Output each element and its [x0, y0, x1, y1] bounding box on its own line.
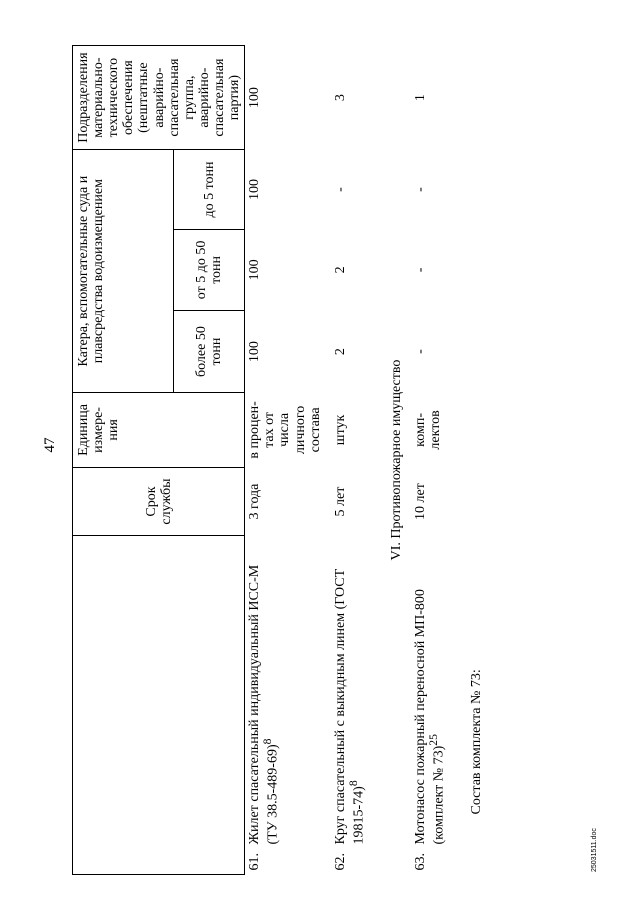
- row-value-department: 100: [247, 87, 263, 109]
- row-name-cell: [245, 536, 331, 875]
- header-more-50: более 50 тонн: [174, 311, 245, 393]
- row-name: Круг спасательный с выкидным линем (ГОСТ 19815-74): [332, 568, 367, 845]
- section-title: VI. Противопожарное имущество: [388, 359, 404, 561]
- row-name-cell: [411, 536, 467, 875]
- header-row: [73, 46, 174, 875]
- row-value-5-50: 2: [332, 266, 348, 274]
- header-5-50: от 5 до 50 тонн: [174, 229, 245, 310]
- rotated-page: [42, 45, 602, 875]
- row-value-5-50: 100: [247, 259, 263, 281]
- footnote-ref: 8: [346, 780, 360, 787]
- equipment-table: [72, 45, 495, 875]
- row-name: Жилет спасательный индивидуальный ИСС-М (ТУ 38.5-489-69): [247, 564, 281, 845]
- row-value-department: 1: [412, 94, 428, 102]
- file-tag: 25031511.doc: [591, 828, 598, 872]
- row-number: 61.: [247, 853, 263, 871]
- row-value-to-5: 100: [247, 179, 263, 200]
- row-life: 3 года: [247, 483, 263, 520]
- row-value-more-50: -: [412, 349, 428, 354]
- row-value-to-5: -: [412, 187, 428, 192]
- kit-composition: Состав комплекта № 73:: [468, 669, 484, 815]
- section-row: [387, 46, 411, 875]
- header-to-5: до 5 тонн: [174, 150, 245, 230]
- row-value-department: 3: [332, 94, 348, 102]
- sostav-row: [467, 46, 495, 875]
- row-name-cell: [331, 536, 387, 875]
- row-value-to-5: -: [332, 187, 348, 192]
- header-unit: Единица измере-ния: [73, 393, 245, 468]
- row-unit: штук: [332, 414, 348, 446]
- row-unit: комп-лектов: [412, 410, 443, 450]
- table-row: [411, 46, 467, 875]
- table-row: [331, 46, 387, 875]
- row-unit: в процен-тах от числа личного состава: [247, 401, 323, 459]
- row-life: 5 лет: [332, 486, 348, 517]
- page-number: 47: [42, 437, 58, 453]
- footnote-ref: 8: [261, 738, 275, 745]
- row-value-5-50: -: [412, 267, 428, 273]
- row-number: 62.: [332, 853, 348, 871]
- row-value-more-50: 100: [247, 341, 263, 363]
- row-value-more-50: 2: [332, 348, 348, 356]
- row-name: Мотонасос пожарный переносной МП-800 (комплект № 73): [412, 589, 447, 845]
- footnote-ref: 25: [426, 734, 440, 746]
- table-row: [245, 46, 331, 875]
- header-department: Подразделения материально-технического обеспечения (нештатные аварийно-спасательная группа, аварийно-спасательная партия): [73, 46, 245, 150]
- header-name: [73, 536, 245, 875]
- header-life: Срок службы: [73, 467, 245, 536]
- row-life: 10 лет: [412, 483, 428, 520]
- header-vessels: Катера, вспомогательные суда и плавсредства водоизмещением: [73, 150, 174, 393]
- row-number: 63.: [412, 853, 428, 871]
